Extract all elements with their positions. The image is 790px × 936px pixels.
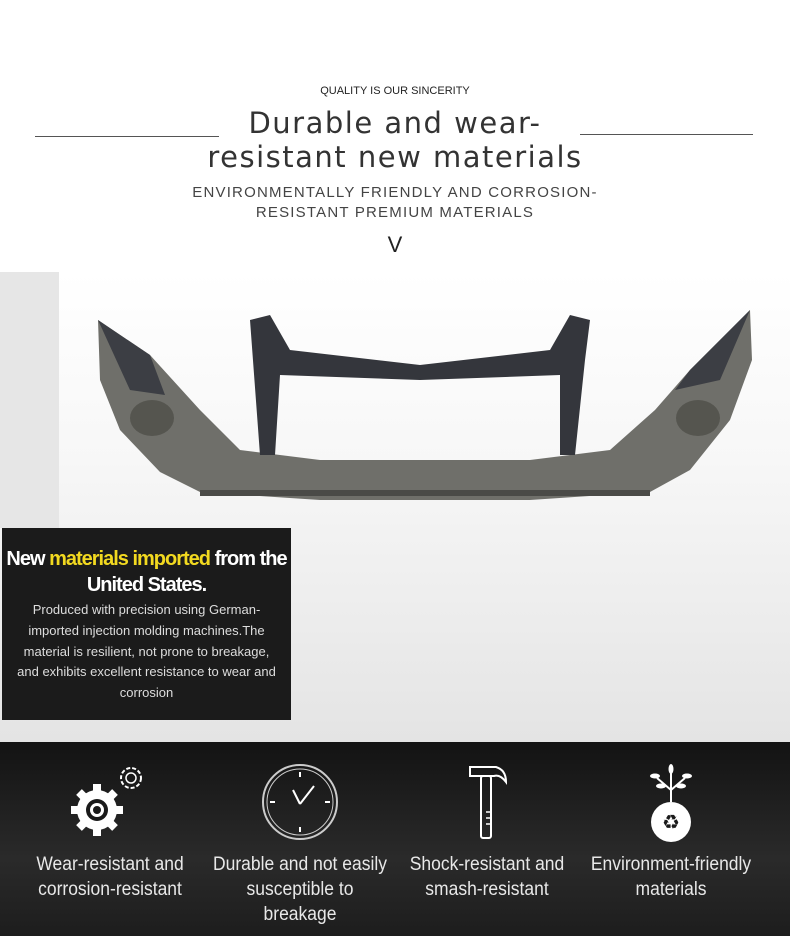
clock-icon — [205, 742, 395, 852]
gears-icon — [15, 742, 205, 852]
subtitle-line-2: RESISTANT PREMIUM MATERIALS — [255, 204, 535, 221]
info-box — [2, 528, 291, 720]
heading-pre: New — [6, 548, 50, 570]
feature-label: Shock-resistant and smash-resistant — [409, 854, 565, 900]
page-title — [0, 106, 790, 174]
heading-highlight: materials imported — [49, 548, 211, 570]
heading-post: from the United States. — [86, 548, 287, 596]
feature-label: Durable and not easily susceptible to breakage — [213, 854, 387, 925]
feature-label: Environment-friendly materials — [590, 854, 752, 900]
feature-durable — [205, 742, 395, 927]
subtitle — [0, 183, 790, 223]
subtitle-line-1: ENVIRONMENTALLY FRIENDLY AND CORROSION- — [192, 184, 598, 201]
tagline: QUALITY IS OUR SINCERITY — [320, 85, 470, 97]
side-strip — [0, 272, 59, 528]
features-section — [0, 742, 790, 936]
feature-shock-resistant — [392, 742, 582, 902]
feature-eco-friendly — [576, 742, 766, 902]
recycle-tree-icon — [576, 742, 766, 852]
hammer-icon — [392, 742, 582, 852]
info-heading — [2, 546, 291, 598]
info-body: Produced with precision using German-imported injection molding machines.The material is resilient, not prone to breakage, and exhibits excellent resistance to wear and corrosion — [17, 602, 276, 701]
feature-wear-resistant — [15, 742, 205, 902]
v-mark: V — [387, 232, 403, 257]
bumper-image — [90, 300, 760, 510]
title-line-1: Durable and wear- — [248, 106, 542, 140]
svg-text:♻: ♻ — [662, 812, 680, 834]
title-line-2: resistant new materials — [207, 140, 583, 174]
feature-label: Wear-resistant and corrosion-resistant — [36, 854, 184, 900]
